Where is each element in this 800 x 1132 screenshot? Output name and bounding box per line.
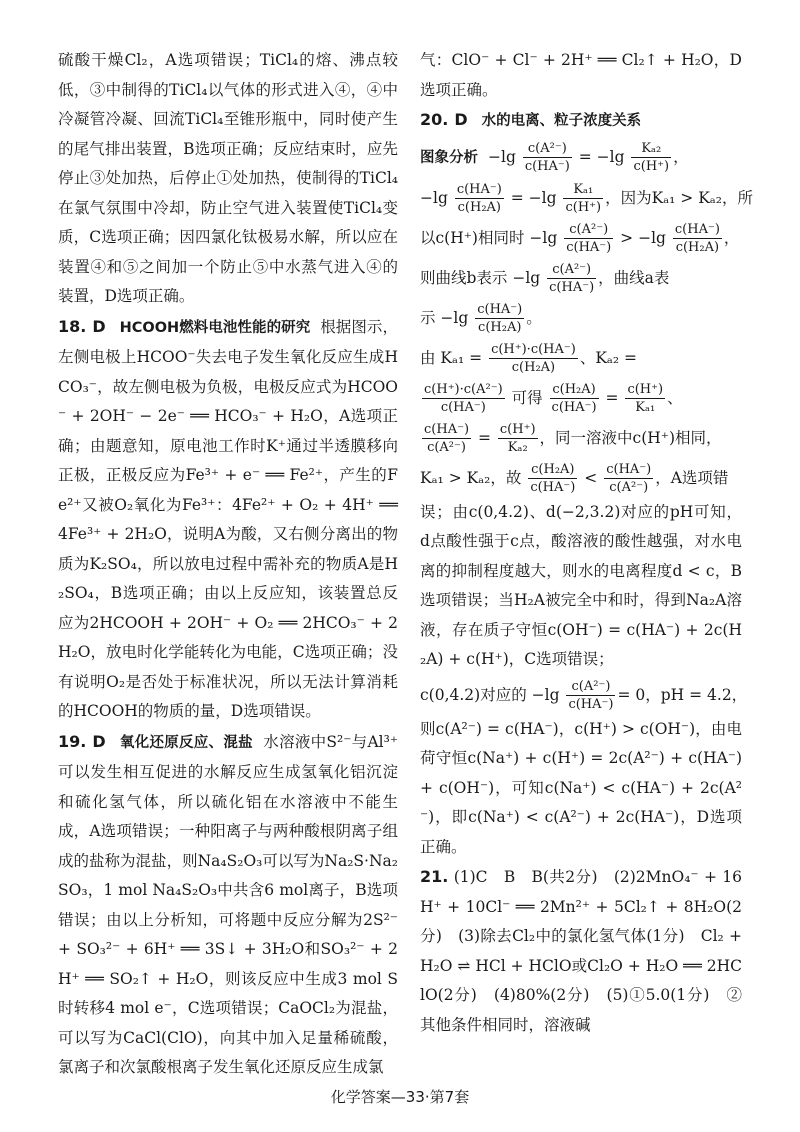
fraction bbox=[566, 678, 615, 713]
q20-math-3 bbox=[420, 218, 742, 258]
denominator: c(HA⁻) bbox=[568, 697, 614, 712]
q19-continuation: 气：ClO⁻ + Cl⁻ + 2H⁺ ══ Cl₂↑ + H₂O，D选项正确。 bbox=[420, 51, 742, 99]
question-19 bbox=[58, 727, 398, 1083]
numerator: c(HA⁻) bbox=[456, 182, 502, 197]
q21-body: (1)C B B(共2分) (2)2MnO₄⁻ + 16H⁺ + 10Cl⁻ ══ 2Mn²⁺ + 5Cl₂↑ + 8H₂O(2分) (3)除去Cl₂中的氯化氢气体(1分) Cl₂ + H₂O ⇌ HCl + HClO或Cl₂O + H₂O ══ 2HClO(2分) (4)80%(2分) (5)①5.0(1分) ②其他条件相同时，溶液碱 bbox=[420, 868, 742, 1034]
math-text: ，因为Kₐ₁ > Kₐ₂，所 bbox=[605, 188, 753, 207]
math-text: 、 bbox=[667, 388, 683, 407]
q20-heading bbox=[420, 105, 742, 137]
q20-label: 图象分析 bbox=[420, 149, 478, 166]
q20-body-2: 则c(A²⁻) = c(HA⁻)，c(H⁺) > c(OH⁻)，由电荷守恒c(Na⁺) + c(H⁺) = 2c(A²⁻) + c(HA⁻) + c(OH⁻)，可知c(Na⁺) < c(HA⁻) + 2c(A²⁻)，即c(Na⁺) < c(A²⁻) + 2c(HA⁻)，D选项正确。 bbox=[420, 719, 742, 856]
left-column bbox=[58, 46, 398, 1083]
q18-number: 18. bbox=[58, 316, 87, 336]
numerator: c(A²⁻) bbox=[547, 261, 596, 279]
numerator: c(HA⁻) bbox=[606, 462, 652, 477]
math-text: = bbox=[605, 388, 619, 407]
math-text: ， bbox=[723, 228, 740, 247]
denominator: c(A²⁻) bbox=[609, 480, 649, 495]
denominator: Kₐ₁ bbox=[635, 400, 656, 415]
q18-topic: HCOOH燃料电池性能的研究 bbox=[119, 319, 311, 336]
fraction bbox=[422, 421, 471, 456]
q20-math-4 bbox=[420, 258, 742, 298]
numerator: c(H₂A) bbox=[550, 381, 599, 399]
fraction bbox=[547, 261, 596, 296]
q20-body-1: 误；由c(0,4.2)、d(−2,3.2)对应的pH可知，d点酸性强于c点，酸溶液的酸性越强，对水电离的抑制程度越大，则水的电离程度d < c，B选项错误；当H₂A被完全中和时，得到Na₂A溶液，存在质子守恒c(OH⁻) = c(HA⁻) + 2c(H₂A) + c(H⁺)，C选项错误； bbox=[420, 502, 742, 668]
denominator: Kₐ₂ bbox=[507, 440, 528, 455]
math-text: −lg bbox=[488, 147, 516, 166]
denominator: c(H⁺) bbox=[633, 159, 670, 174]
page-footer: 化学答案—33·第7套 bbox=[330, 1088, 470, 1106]
math-text: Kₐ₁ > Kₐ₂，故 bbox=[420, 468, 522, 487]
q18-body: 根据图示，左侧电极上HCOO⁻失去电子发生氧化反应生成HCO₃⁻，故左侧电极为负极，电极反应式为HCOO⁻ + 2OH⁻ − 2e⁻ ══ HCO₃⁻ + H₂O，A选项正确；由题意知，原电池工作时K⁺通过半透膜移向正极，正极反应为Fe³⁺ + e⁻ ══ Fe²⁺，产生的Fe²⁺又被O₂氧化为Fe³⁺：4Fe²⁺ + O₂ + 4H⁺ ══ 4Fe³⁺ + 2H₂O，说明A为酸，又右侧分离出的物质为K₂SO₄，所以放电过程中需补充的物质A是H₂SO₄，B选项正确；由以上反应知，该装置总反应为2HCOOH + 2OH⁻ + O₂ ══ 2HCO₃⁻ + 2H₂O，放电时化学能转化为电能，C选项正确；没有说明O₂是否处于标准状况，所以无法计算消耗的HCOOH的物质的量，D选项错误。 bbox=[58, 317, 398, 720]
math-text: 可得 bbox=[511, 388, 543, 407]
q19-text bbox=[58, 727, 398, 1083]
fraction bbox=[422, 381, 505, 416]
q18-text bbox=[58, 312, 398, 727]
fraction bbox=[475, 301, 524, 336]
fraction bbox=[564, 221, 613, 256]
q20-math-2 bbox=[420, 178, 753, 218]
numerator: c(H⁺) bbox=[627, 382, 664, 397]
denominator: c(A²⁻) bbox=[427, 440, 466, 455]
q19-answer: D bbox=[92, 731, 106, 751]
fraction bbox=[604, 461, 653, 496]
math-text: 示 −lg bbox=[420, 308, 469, 327]
q21-number: 21. bbox=[420, 867, 449, 886]
q20-math-8 bbox=[420, 418, 742, 458]
numerator: c(HA⁻) bbox=[424, 422, 470, 437]
q17-continuation: 硫酸干燥Cl₂，A选项错误；TiCl₄的熔、沸点较低，③中制得的TiCl₄以气体的形式进入④，④中冷凝管冷凝、回流TiCl₄至锥形瓶中，同时使产生的尾气排出装置，B选项正确；反应结束时，应先停止③处加热，后停止①处加热，使制得的TiCl₄在氯气氛围中冷却，防止空气进入装置使TiCl₄变质，C选项正确；因四氯化钛极易水解，所以应在装置④和⑤之间加一个防止⑤中水蒸气进入④的装置，D选项正确。 bbox=[58, 51, 398, 305]
denominator: c(HA⁻) bbox=[524, 159, 570, 174]
math-text: c(0,4.2)对应的 −lg bbox=[420, 685, 560, 704]
fraction bbox=[550, 381, 599, 416]
denominator: c(HA⁻) bbox=[440, 400, 486, 415]
q20-math-7 bbox=[420, 378, 742, 418]
math-text: ，A选项错 bbox=[655, 468, 729, 487]
q20-math-1 bbox=[420, 137, 742, 178]
fraction bbox=[563, 181, 603, 216]
q21-text bbox=[420, 862, 742, 1040]
math-text: ， bbox=[673, 147, 689, 166]
math-text: > −lg bbox=[620, 228, 666, 247]
math-text: = −lg bbox=[578, 147, 625, 166]
math-text: 、Kₐ₂ = bbox=[579, 348, 638, 367]
denominator: c(H⁺) bbox=[565, 200, 602, 215]
fraction bbox=[523, 140, 572, 175]
denominator: c(H₂A) bbox=[457, 200, 501, 215]
math-text: = −lg bbox=[510, 188, 557, 207]
math-text: ，同一溶液中c(H⁺)相同， bbox=[539, 428, 722, 447]
numerator: c(H₂A) bbox=[528, 461, 577, 479]
numerator: c(A²⁻) bbox=[566, 678, 615, 696]
q18-answer: D bbox=[92, 316, 106, 336]
numerator: c(H⁺) bbox=[499, 422, 536, 437]
math-text: = 0，pH = 4.2， bbox=[617, 685, 748, 704]
denominator: c(H₂A) bbox=[478, 320, 522, 335]
q20-number: 20. bbox=[420, 110, 449, 129]
math-text: 以c(H⁺)相同时 −lg bbox=[420, 228, 558, 247]
denominator: c(HA⁻) bbox=[551, 400, 597, 415]
numerator: c(HA⁻) bbox=[674, 222, 720, 237]
q20-math-6 bbox=[420, 338, 742, 378]
math-text: 由 Kₐ₁ = bbox=[420, 348, 483, 367]
math-text: = bbox=[477, 428, 491, 447]
numerator: c(H⁺)·c(HA⁻) bbox=[491, 342, 576, 357]
denominator: c(HA⁻) bbox=[530, 480, 576, 495]
numerator: c(HA⁻) bbox=[477, 302, 523, 317]
question-20 bbox=[420, 105, 753, 862]
math-text: ，曲线a表 bbox=[598, 268, 670, 287]
math-text: 。 bbox=[526, 308, 542, 327]
numerator: Kₐ₁ bbox=[563, 181, 603, 199]
denominator: c(H₂A) bbox=[675, 240, 720, 255]
fraction bbox=[498, 421, 538, 456]
q20-topic: 水的电离、粒子浓度关系 bbox=[481, 113, 642, 129]
numerator: c(A²⁻) bbox=[564, 221, 613, 239]
q19-number: 19. bbox=[58, 731, 87, 751]
question-21 bbox=[420, 862, 742, 1040]
q20-math-5 bbox=[420, 298, 742, 338]
fraction bbox=[673, 221, 722, 256]
fraction bbox=[528, 461, 577, 496]
math-text: 则曲线b表示 −lg bbox=[420, 268, 541, 287]
numerator: c(A²⁻) bbox=[523, 140, 572, 158]
fraction bbox=[489, 341, 578, 376]
numerator: c(H⁺)·c(A²⁻) bbox=[424, 382, 503, 397]
denominator: c(HA⁻) bbox=[549, 280, 595, 295]
denominator: c(H₂A) bbox=[511, 360, 556, 375]
fraction bbox=[631, 140, 671, 175]
fraction bbox=[455, 181, 504, 216]
denominator: c(HA⁻) bbox=[566, 240, 612, 255]
q20-math-10 bbox=[420, 675, 748, 715]
fraction bbox=[625, 381, 665, 416]
math-text: −lg bbox=[420, 188, 448, 207]
q19-body: 水溶液中S²⁻与Al³⁺可以发生相互促进的水解反应生成氢氧化铝沉淀和硫化氢气体，所以硫化铝在水溶液中不能生成，A选项错误；一种阳离子与两种酸根阴离子组成的盐称为混盐，则Na₄S₂O₃可以写为Na₂S·Na₂SO₃，1 mol Na₄S₂O₃中共含6 mol离子，B选项错误；由以上分析知，可将题中反应分解为2S²⁻ + SO₃²⁻ + 6H⁺ ══ 3S↓ + 3H₂O和SO₃²⁻ + 2H⁺ ══ SO₂↑ + H₂O，则该反应中生成3 mol S时转移4 mol e⁻，C选项错误；CaOCl₂为混盐，可以写为CaCl(ClO)，向其中加入足量稀硫酸，氯离子和次氯酸根离子发生氧化还原反应生成氯 bbox=[58, 732, 399, 1076]
q19-topic: 氧化还原反应、混盐 bbox=[119, 734, 253, 751]
right-column bbox=[420, 46, 753, 1040]
q20-answer: D bbox=[454, 110, 468, 129]
numerator: Kₐ₂ bbox=[631, 140, 671, 158]
question-18 bbox=[58, 312, 398, 727]
q20-math-9 bbox=[420, 458, 742, 498]
math-text: < bbox=[584, 468, 598, 487]
